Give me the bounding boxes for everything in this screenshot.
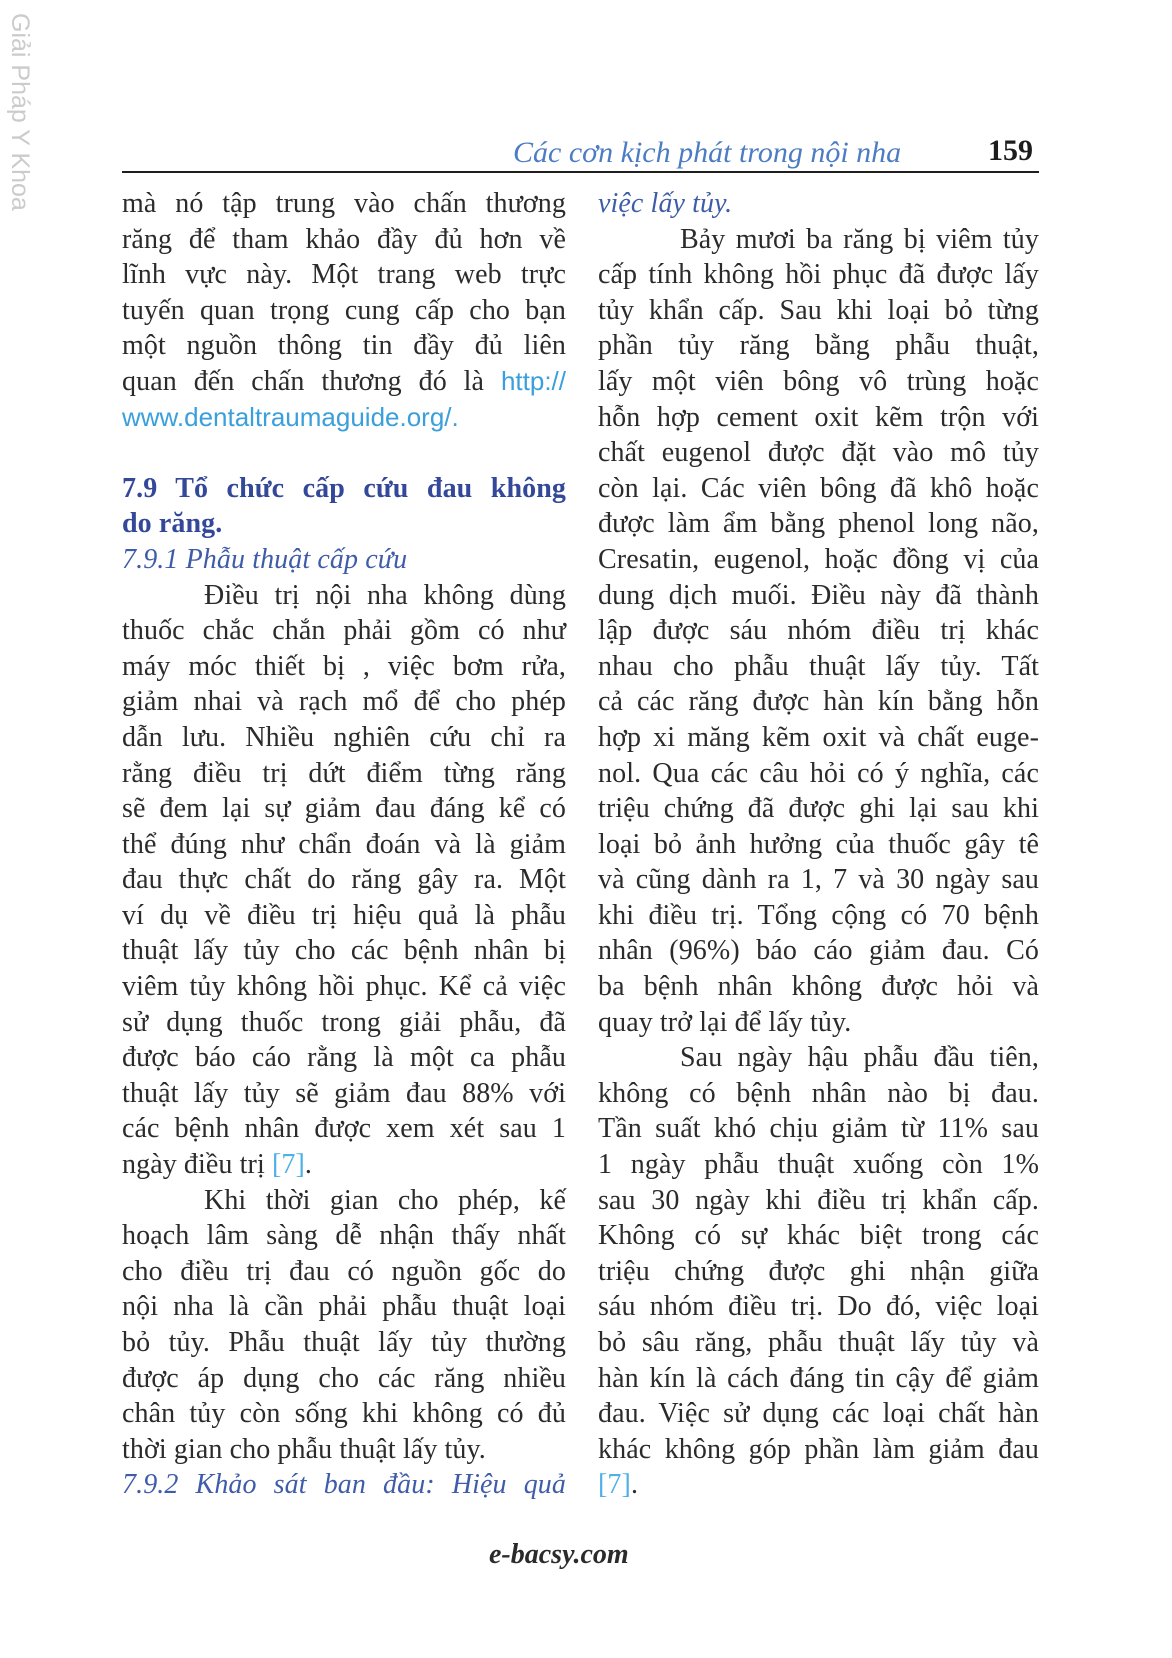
text-line: cho điều trị đau có nguồn gốc do [122, 1255, 566, 1287]
text-line: nhân (96%) báo cáo giảm đau. Có [598, 935, 1039, 967]
blank-line [122, 435, 566, 471]
text-line: khác không góp phần làm giảm đau [598, 1433, 1039, 1465]
text-line: thuật lấy tủy sẽ giảm đau 88% với [122, 1077, 566, 1109]
text-line: hỗn hợp cement oxit kẽm trộn với [598, 401, 1039, 433]
footer-site: e-bacsy.com [489, 1539, 629, 1570]
paragraph-first-line: Khi thời gian cho phép, kế [204, 1184, 566, 1216]
text-line: tủy khẩn cấp. Sau khi loại bỏ từng [598, 294, 1039, 326]
text-line: không có bệnh nhân nào bị đau. [598, 1077, 1039, 1109]
text-line: lấy một viên bông vô trùng hoặc [598, 365, 1039, 397]
column-right [598, 186, 1039, 1503]
text-line: Cresatin, eugenol, hoặc đồng vị của [598, 543, 1039, 575]
text-line: triệu chứng được ghi nhận giữa [598, 1255, 1039, 1287]
text-line: máy móc thiết bị , việc bơm rửa, [122, 650, 566, 682]
text-line: quay trở lại để lấy tủy. [598, 1006, 852, 1038]
text-line: thuốc chắc chắn phải gồm có như [122, 615, 566, 647]
text-line: hoạch lâm sàng dễ nhận thấy nhất [122, 1220, 566, 1252]
text-line: triệu chứng đã được ghi lại sau khi [598, 793, 1039, 825]
text-line: cấp tính không hồi phục đã được lấy [598, 259, 1039, 291]
text-line: loại bỏ ảnh hưởng của thuốc gây tê [598, 828, 1039, 860]
text-line: nội nha là cần phải phẫu thuật loại [122, 1291, 566, 1323]
text-line: ba bệnh nhân không được hỏi và [598, 971, 1039, 1003]
text-line: các bệnh nhân được xem xét sau 1 [122, 1113, 566, 1145]
text-line: sáu nhóm điều trị. Do đó, việc loại [598, 1291, 1039, 1323]
text-line: đau. Việc sử dụng các loại chất hàn [598, 1398, 1039, 1430]
text-line: nol. Qua các câu hỏi có ý nghĩa, các [598, 757, 1039, 789]
text-line: bỏ sâu răng, phẫu thuật lấy tủy và [598, 1327, 1039, 1358]
text-line: nhau cho phẫu thuật lấy tủy. Tất [598, 650, 1039, 682]
text-line: giảm nhai và rạch mổ để cho phép [122, 686, 566, 718]
side-watermark: Giải Pháp Y Khoa [6, 13, 34, 211]
text-line: một nguồn thông tin đầy đủ liên [122, 330, 566, 362]
citation-link[interactable]: [7] [271, 1149, 305, 1181]
text-line: còn lại. Các viên bông đã khô hoặc [598, 472, 1039, 504]
text-line [598, 1467, 1039, 1503]
section-heading-line: do răng. [122, 508, 223, 540]
text-line: thuật lấy tủy cho các bệnh nhân bị [122, 935, 566, 967]
text-line: bỏ tủy. Phẫu thuật lấy tủy thường [122, 1327, 566, 1358]
text-line: dẫn lưu. Nhiều nghiên cứu chỉ ra [122, 721, 566, 753]
column-left [122, 186, 566, 1503]
text-line-content: quan đến chấn thương đó là [122, 365, 485, 397]
paragraph-first-line: Điều trị nội nha không dùng [204, 579, 566, 611]
text-line: thể đúng như chẩn đoán và là giảm [122, 828, 566, 860]
text-line: cả các răng được hàn kín bằng hỗn [598, 686, 1039, 718]
website-link[interactable]: http:// [500, 365, 567, 396]
text-line: lĩnh vực này. Một trang web trực [122, 259, 566, 291]
page-number: 159 [988, 134, 1033, 167]
text-line: đau thực chất do răng gây ra. Một [122, 864, 566, 896]
text-line: ví dụ về điều trị hiệu quả là phẫu [122, 899, 566, 931]
subsection-heading: 7.9.2 Khảo sát ban đầu: Hiệu quả [122, 1469, 566, 1501]
text-line: rằng điều trị dứt điểm từng răng [122, 757, 566, 789]
text-line: lập được sáu nhóm điều trị khác [598, 615, 1039, 647]
text-line: được áp dụng cho các răng nhiều [122, 1362, 566, 1394]
running-title: Các cơn kịch phát trong nội nha [513, 136, 902, 169]
text-line: được làm ẩm bằng phenol long não, [598, 508, 1039, 540]
text-line: sẽ đem lại sự giảm đau đáng kể có [122, 793, 566, 825]
text-line: tuyến quan trọng cung cấp cho bạn [122, 294, 566, 326]
paragraph-first-line: Bảy mươi ba răng bị viêm tủy [680, 223, 1039, 255]
text-line: Không có sự khác biệt trong các [598, 1220, 1039, 1252]
text-line: phần tủy răng bằng phẫu thuật, [598, 330, 1039, 362]
sentence-end: . [630, 1469, 639, 1501]
text-line: và cũng dành ra 1, 7 và 30 ngày sau [598, 864, 1039, 896]
text-line [122, 1147, 566, 1183]
text-line: khi điều trị. Tổng cộng có 70 bệnh [598, 899, 1039, 931]
text-line: Tần suất khó chịu giảm từ 11% sau [598, 1113, 1039, 1145]
text-line: hợp xi măng kẽm oxit và chất euge- [598, 721, 1039, 753]
section-heading-line: 7.9 Tổ chức cấp cứu đau không [122, 472, 566, 504]
header-rule [122, 171, 1039, 173]
text-line: 1 ngày phẫu thuật xuống còn 1% [598, 1149, 1039, 1181]
text-line: mà nó tập trung vào chấn thương [122, 188, 566, 219]
text-line: hàn kín là cách đáng tin cậy để giảm [598, 1362, 1039, 1394]
text-line: dung dịch muối. Điều này đã thành [598, 579, 1039, 611]
text-line: thời gian cho phẫu thuật lấy tủy. [122, 1433, 486, 1465]
subsection-heading: 7.9.1 Phẫu thuật cấp cứu [122, 543, 408, 575]
text-line: chất eugenol được đặt vào mô tủy [598, 437, 1039, 469]
text-line: sau 30 ngày khi điều trị khẩn cấp. [598, 1184, 1039, 1216]
text-line: sử dụng thuốc trong giải phẫu, đã [122, 1006, 566, 1038]
text-line: chân tủy còn sống khi không có đủ [122, 1398, 566, 1430]
text-line: răng để tham khảo đầy đủ hơn về [122, 223, 566, 255]
citation-link[interactable]: [7] [598, 1469, 631, 1501]
text-line-content: ngày điều trị [122, 1149, 265, 1181]
text-line: được báo cáo rằng là một ca phẫu [122, 1042, 566, 1074]
paragraph-first-line: Sau ngày hậu phẫu đầu tiên, [680, 1042, 1039, 1074]
text-line: viêm tủy không hồi phục. Kể cả việc [122, 971, 566, 1003]
text-line [122, 400, 566, 436]
sentence-end: . [304, 1149, 312, 1181]
website-link[interactable]: www.dentaltraumaguide.org/. [122, 401, 459, 432]
text-line [122, 364, 566, 400]
subsection-heading: việc lấy tủy. [598, 188, 733, 219]
